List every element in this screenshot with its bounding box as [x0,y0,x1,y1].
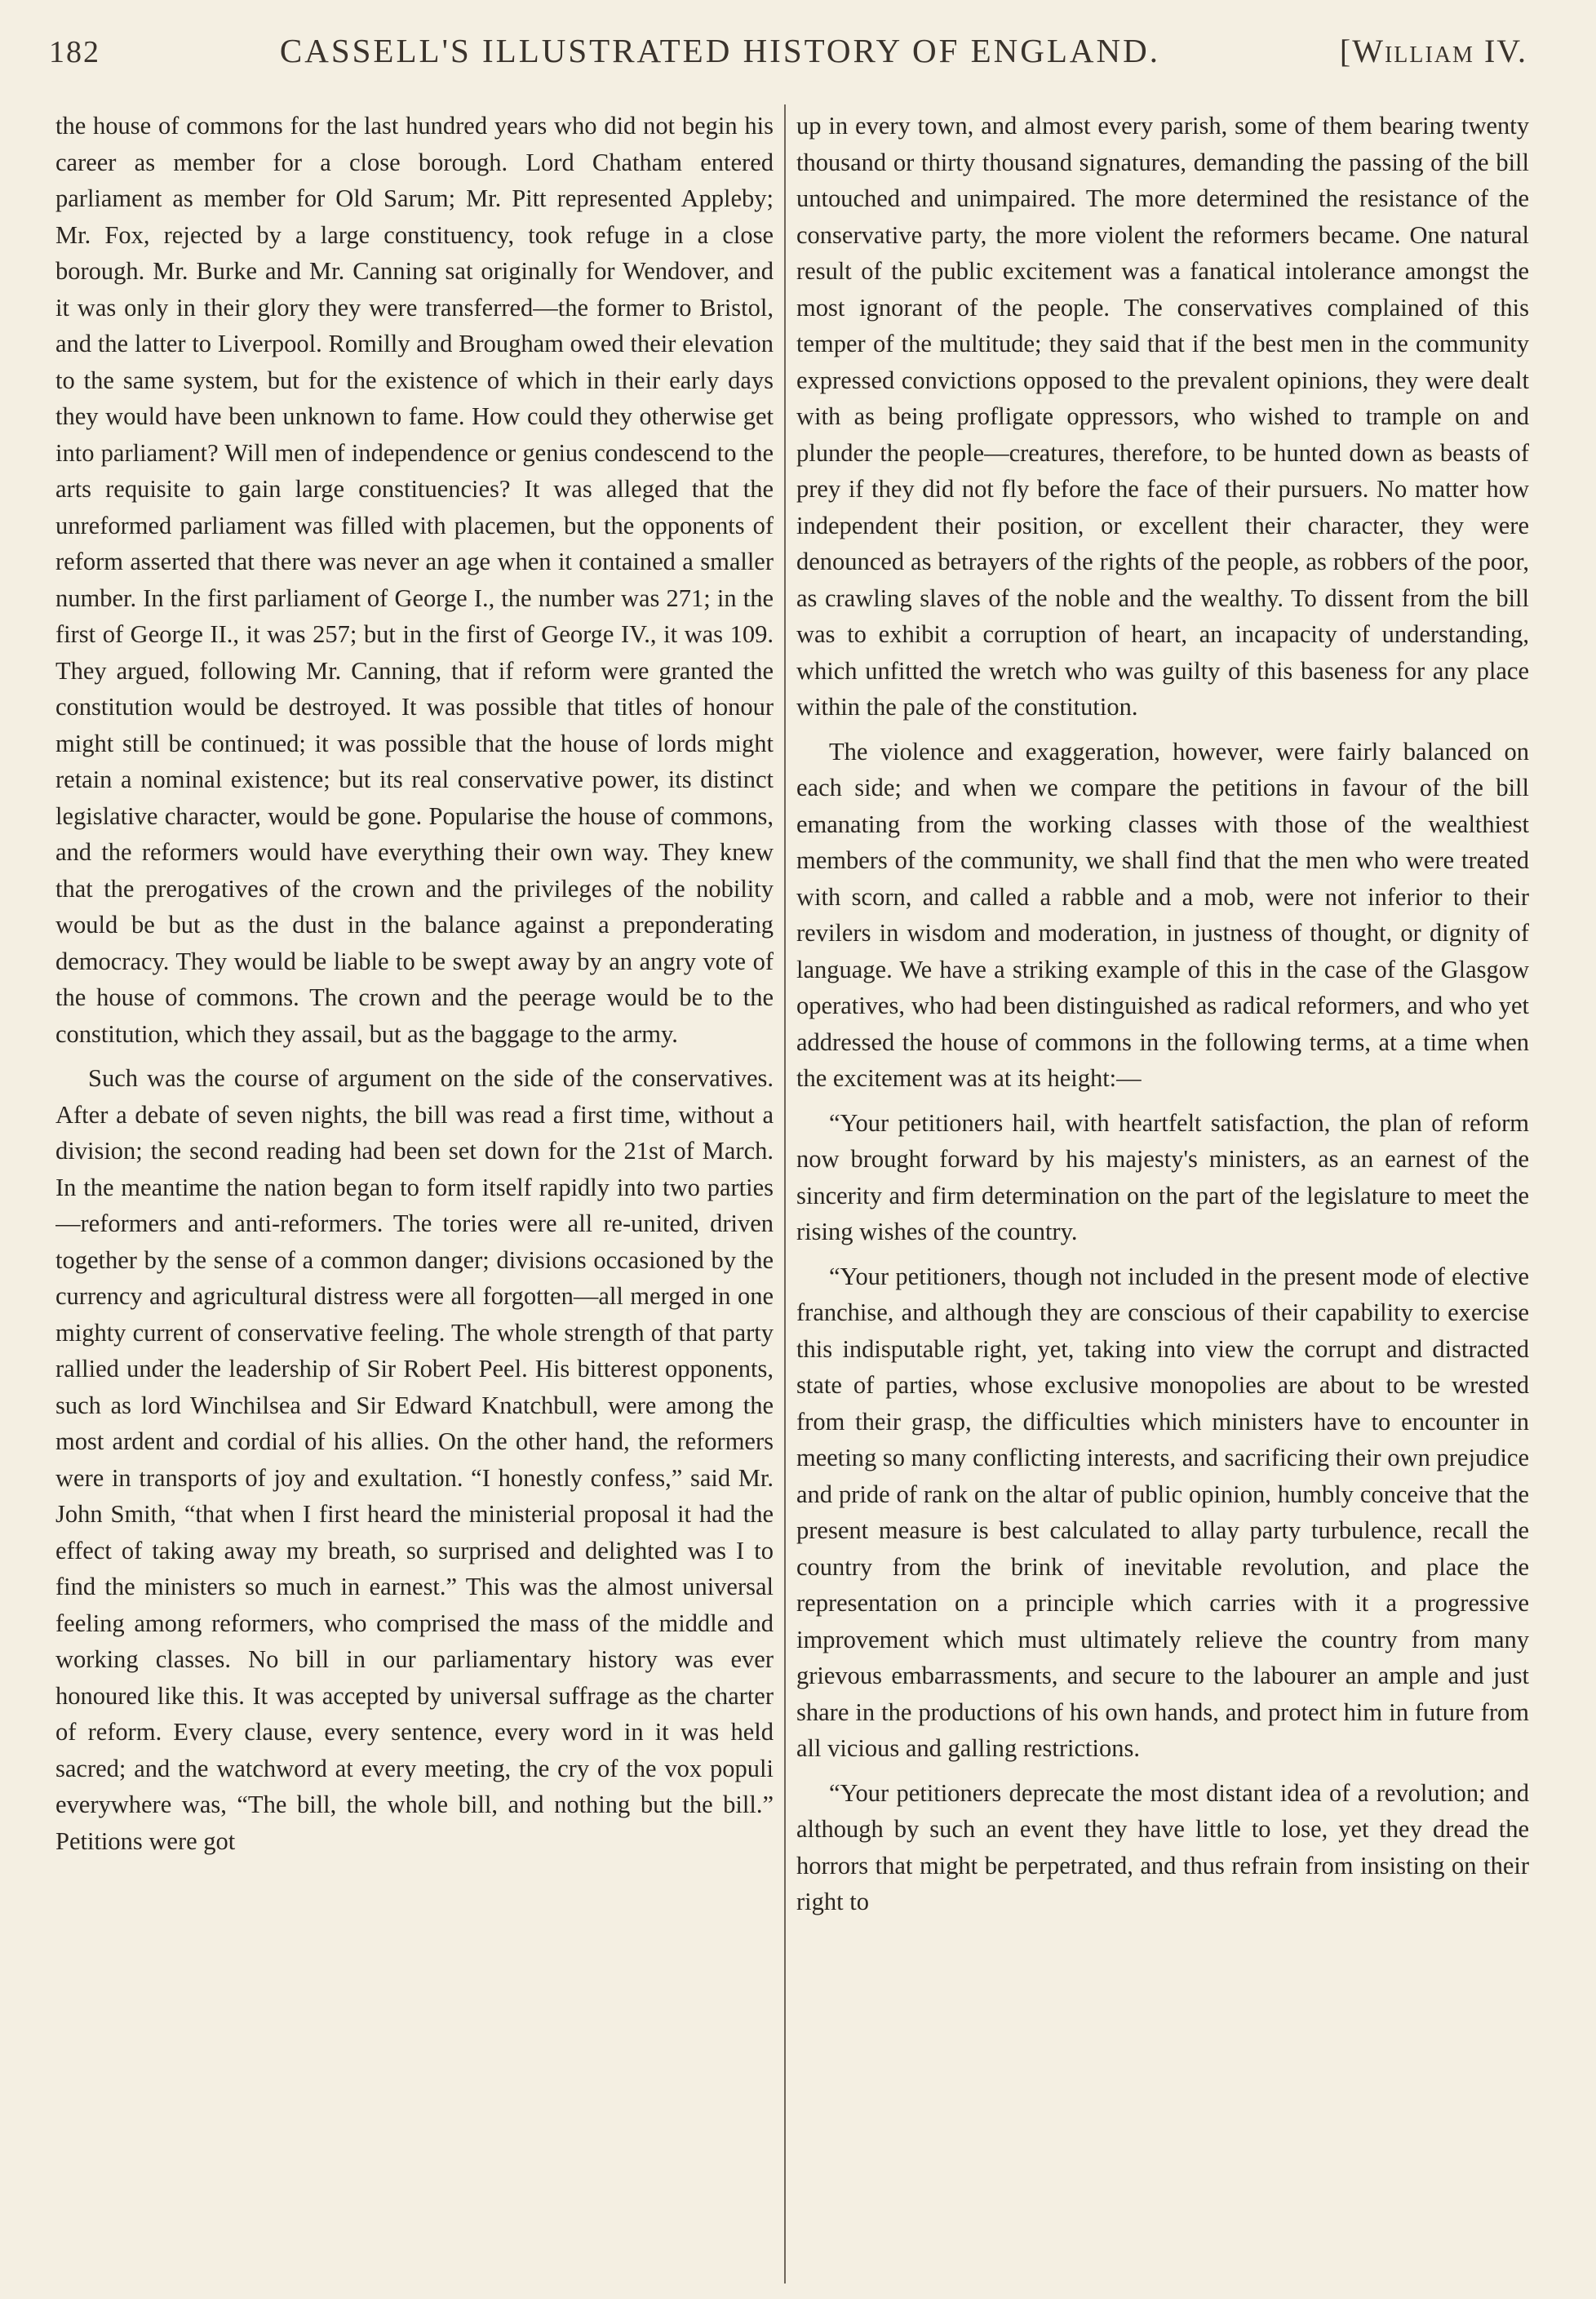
paragraph: up in every town, and almost every parish, some of them bearing twenty thousand or thirty thousand signatures, demanding the passing of the bill untouched and unimpaired. The more determined the resistance of the conservative party, the more violent the reformers became. One natural result of the public excitement was a fanatical intolerance amongst the most ignorant of the people. The conservatives complained of this temper of the multitude; they said that if the best men in the community expressed convictions opposed to the prevalent opinions, they were dealt with as being profligate oppressors, who wished to trample on and plunder the people—creatures, therefore, to be hunted down as beasts of prey if they did not fly before the face of their pursuers. No matter how independent their position, or excellent their character, they were denounced as betrayers of the rights of the people, as robbers of the poor, as crawling slaves of the noble and the wealthy. To dissent from the bill was to exhibit a corruption of heart, an incapacity of understanding, which unfitted the wretch who was guilty of this baseness for any place within the pale of the constitution. [796,112,1529,721]
paragraph: the house of commons for the last hundred years who did not begin his career as member for a close borough. Lord Chatham entered parliament as member for Old Sarum; Mr. Pitt represented Appleby; Mr. Fox, rejected by a large constituency, took refuge in a close borough. Mr. Burke and Mr. Canning sat originally for Wendover, and it was only in their glory they were transferred—the former to Bristol, and the latter to Liverpool. Romilly and Brougham owed their elevation to the same system, but for the existence of which in their early days they would have been unknown to fame. How could they otherwise get into parliament? Will men of independence or genius condescend to the arts requisite to gain large constituencies? It was alleged that the unreformed parliament was filled with placemen, but the opponents of reform asserted that there was never an age when it contained a smaller number. In the first parliament of George I., the number was 271; in the first of George II., it was 257; but in the first of George IV., it was 109. They argued, following Mr. Canning, that if reform were granted the constitution would be destroyed. It was possible that titles of honour might still be continued; it was possible that the house of lords might retain a nominal existence; but its real conservative power, its distinct legislative character, would be gone. Popularise the house of commons, and the reformers would have everything their own way. They knew that the prerogatives of the crown and the privileges of the nobility would be but as the dust in the balance against a preponderating democracy. They would be liable to be swept away by an angry vote of the house of commons. The crown and the peerage would be to the constitution, which they assail, but as the baggage to the army. [55,112,774,1048]
column-divider [784,104,786,2283]
right-column [796,108,1529,2283]
petition-quote: “Your petitioners hail, with heartfelt satisfaction, the plan of reform now brought forward by his majesty's ministers, as an earnest of the sincerity and firm determination on the part of the legislature to meet the rising wishes of the country. [796,1108,1529,1245]
petition-quote: “Your petitioners deprecate the most distant idea of a revolution; and although by such an event they have little to lose, yet they dread the horrors that might be perpetrated, and thus refrain from insisting on their right to [796,1778,1529,1915]
left-column [55,108,774,2283]
page-number: 182 [49,35,100,69]
petition-quote: “Your petitioners, though not included in the present mode of elective franchise, and although they are conscious of their capability to exercise this indisputable right, yet, taking into view the corrupt and distracted state of parties, whose exclusive monopolies are about to be wrested from their grasp, the difficulties which ministers have to encounter in meeting so many conflicting interests, and sacrificing their own prejudice and pride of rank on the altar of public opinion, humbly conceive that the present measure is best calculated to allay party turbulence, recall the country from the brink of inevitable revolution, and place the representation on a principle which carries with it a progressive improvement which must ultimately relieve the country from many grievous embarrassments, and secure to the labourer an ample and just share in the productions of his own hands, and protect him in future from all vicious and galling restrictions. [796,1262,1529,1762]
paragraph: Such was the course of argument on the side of the conservatives. After a debate of seven nights, the bill was read a first time, without a division; the second reading had been set down for the 21st of March. In the meantime the nation began to form itself rapidly into two parties—reformers and anti-reformers. The tories were all re-united, driven together by the sense of a common danger; divisions occasioned by the currency and agricultural distress were all forgotten—all merged in one mighty current of conservative feeling. The whole strength of that party rallied under the leadership of Sir Robert Peel. His bitterest opponents, such as lord Winchilsea and Sir Edward Knatchbull, were among the most ardent and cordial of his allies. On the other hand, the reformers were in transports of joy and exultation. “I honestly confess,” said Mr. John Smith, “that when I first heard the ministerial proposal it had the effect of taking away my breath, so surprised and delighted was I to find the ministers so much in earnest.” This was the almost universal feeling among reformers, who comprised the mass of the middle and working classes. No bill in our parliamentary history was ever honoured like this. It was accepted by universal suffrage as the charter of reform. Every clause, every sentence, every word in it was held sacred; and the watchword at every meeting, the cry of the vox populi everywhere was, “The bill, the whole bill, and nothing but the bill.” Petitions were got [55,1064,774,1855]
reign-label: [William IV. [1339,33,1527,69]
paragraph: The violence and exaggeration, however, were fairly balanced on each side; and when we compare the petitions in favour of the bill emanating from the working classes with those of the wealthiest members of the community, we shall find that the men who were treated with scorn, and called a rabble and a mob, were not inferior to their revilers in wisdom and moderation, in justness of thought, or dignity of language. We have a striking example of this in the case of the Glasgow operatives, who had been distinguished as radical reformers, and who yet addressed the house of commons in the following terms, at a time when the excitement was at its height:— [796,737,1529,1092]
running-header [49,31,1527,80]
book-title: CASSELL'S ILLUSTRATED HISTORY OF ENGLAND. [279,32,1161,69]
